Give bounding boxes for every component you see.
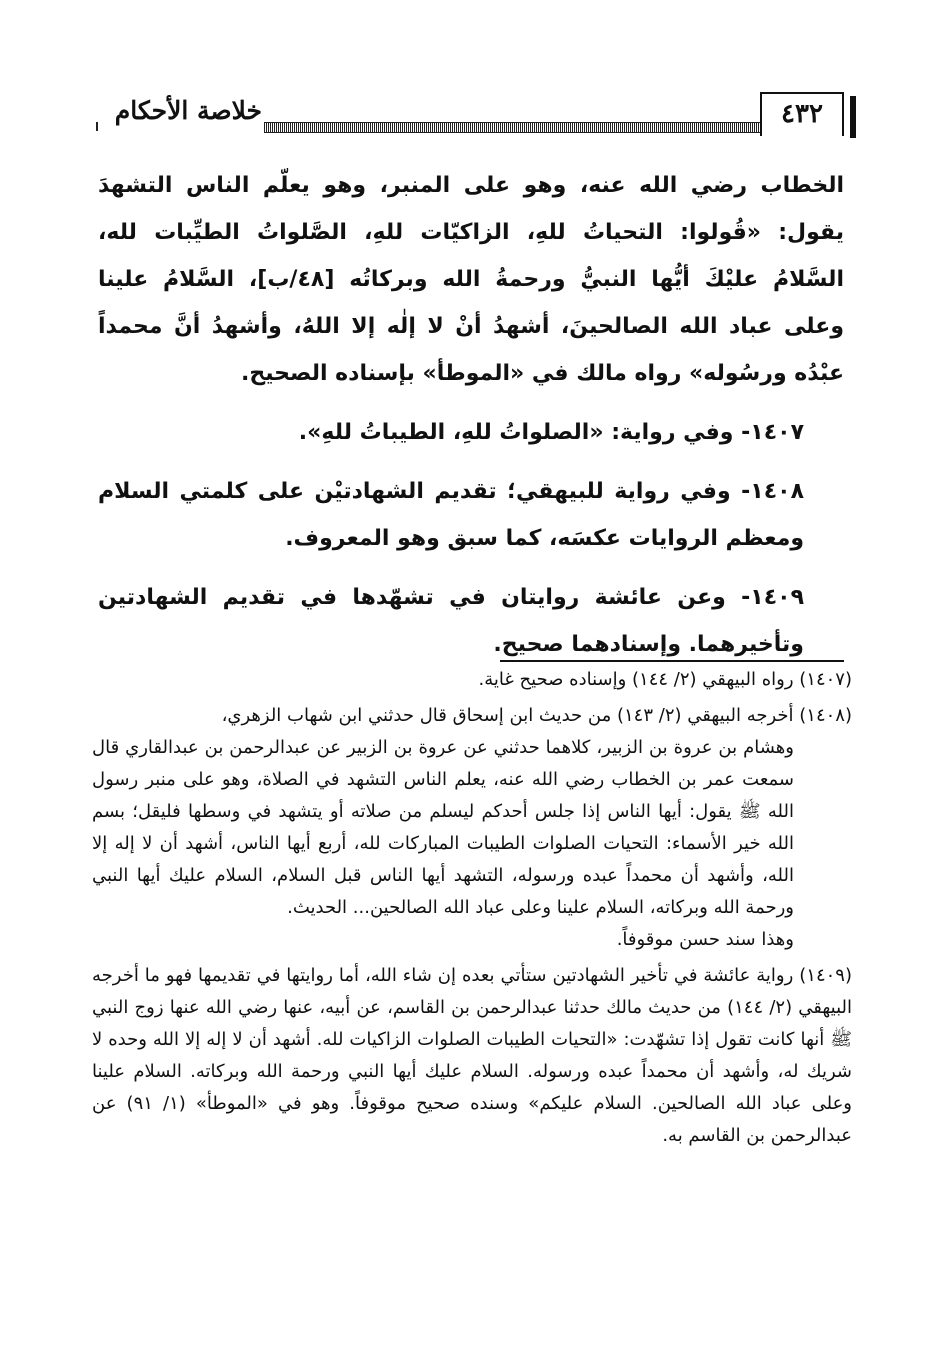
footnote-1408-body: وهشام بن عروة بن الزبير، كلاهما حدثني عن عروة بن الزبير عن عبدالرحمن بن عبدالقاري قال سمعت عمر بن الخطاب رضي الله عنه، يعلم الناس التشهد في الصلاة، وهو على منبر رسول الله ﷺ يقول: أيها الناس إذا جلس أحدكم ليسلم من صلاته أو يتشهد في وسطها فليقل؛ بسم الله خير الأسماء: التحيات الصلوات الطيبات المباركات لله، أربع أيها الناس، أشهد أن لا إله إلا الله، وأشهد أن محمداً عبده ورسوله، التشهد أيها الناس قبل السلام، السلام عليك أيها النبي ورحمة الله وبركاته، السلام علينا وعلى عباد الله الصالحين... الحديث. [92,737,794,918]
footnote-1409: (١٤٠٩) رواية عائشة في تأخير الشهادتين ستأتي بعده إن شاء الله، أما روايتها في تقديمها فهو ما أخرجه البيهقي (٢/ ١٤٤) من حديث مالك حدثنا عبدالرحمن بن القاسم، عن أبيه، عنها رضي الله عنها زوج النبي ﷺ أنها كانت تقول إذا تشهّدت: «التحيات الطيبات الصلوات الزاكيات لله. أشهد أن لا إله إلا الله وحده لا شريك له، وأشهد أن محمداً عبده ورسوله. السلام عليك أيها النبي ورحمة الله وبركاته. السلام علينا وعلى عباد الله الصالحين. السلام عليكم» وسنده صحيح موقوفاً. وهو في «الموطأ» (١/ ٩١) عن عبدالرحمن بن القاسم به. [92,965,853,1146]
footnotes [92,664,852,1156]
footnote-1408-end: وهذا سند حسن موقوفاً. [616,929,794,950]
paragraph-1407: ١٤٠٧- وفي رواية: «الصلواتُ للهِ، الطيباتُ للهِ». [298,420,804,445]
footnote-1407: (١٤٠٧) رواه البيهقي (٢/ ١٤٤) وإسناده صحيح غاية. [478,669,852,690]
running-title: خلاصة الأحكام [114,96,262,125]
header-rule-end [96,122,98,131]
main-text [98,162,844,668]
paragraph-1408: ١٤٠٨- وفي رواية للبيهقي؛ تقديم الشهادتيْن على كلمتي السلام ومعظم الروايات عكسَه، كما سبق وهو المعروف. [98,479,804,551]
header-rule [264,122,760,133]
page-header [96,92,860,142]
page-number: ٤٣٢ [760,92,844,136]
footnote-1408-first-line: (١٤٠٨) أخرجه البيهقي (٢/ ١٤٣) من حديث ابن إسحاق قال حدثني ابن شهاب الزهري، [221,705,852,726]
paragraph-continuation: الخطاب رضي الله عنه، وهو على المنبر، وهو يعلّم الناس التشهدَ يقول: «قُولوا: التحياتُ للهِ، الزاكيّات للهِ، الصَّلواتُ الطيِّبات لله، السَّلامُ عليْكَ أيُّها النبيُّ ورحمةُ الله وبركاتُه [٤٨/ب]، السَّلامُ علينا وعلى عباد الله الصالحينَ، أشهدُ أنْ لا إلٰه إلا اللهُ، وأشهدُ أنَّ محمداً عبْدُه ورسُوله» رواه مالك في «الموطأ» بإسناده الصحيح. [98,173,844,386]
footnote-1408 [92,700,852,956]
footnote-separator [500,660,844,662]
paragraph-1409: ١٤٠٩- وعن عائشة روايتان في تشهّدها في تقديم الشهادتين وتأخيرهما. وإسنادهما صحيح. [98,585,804,657]
